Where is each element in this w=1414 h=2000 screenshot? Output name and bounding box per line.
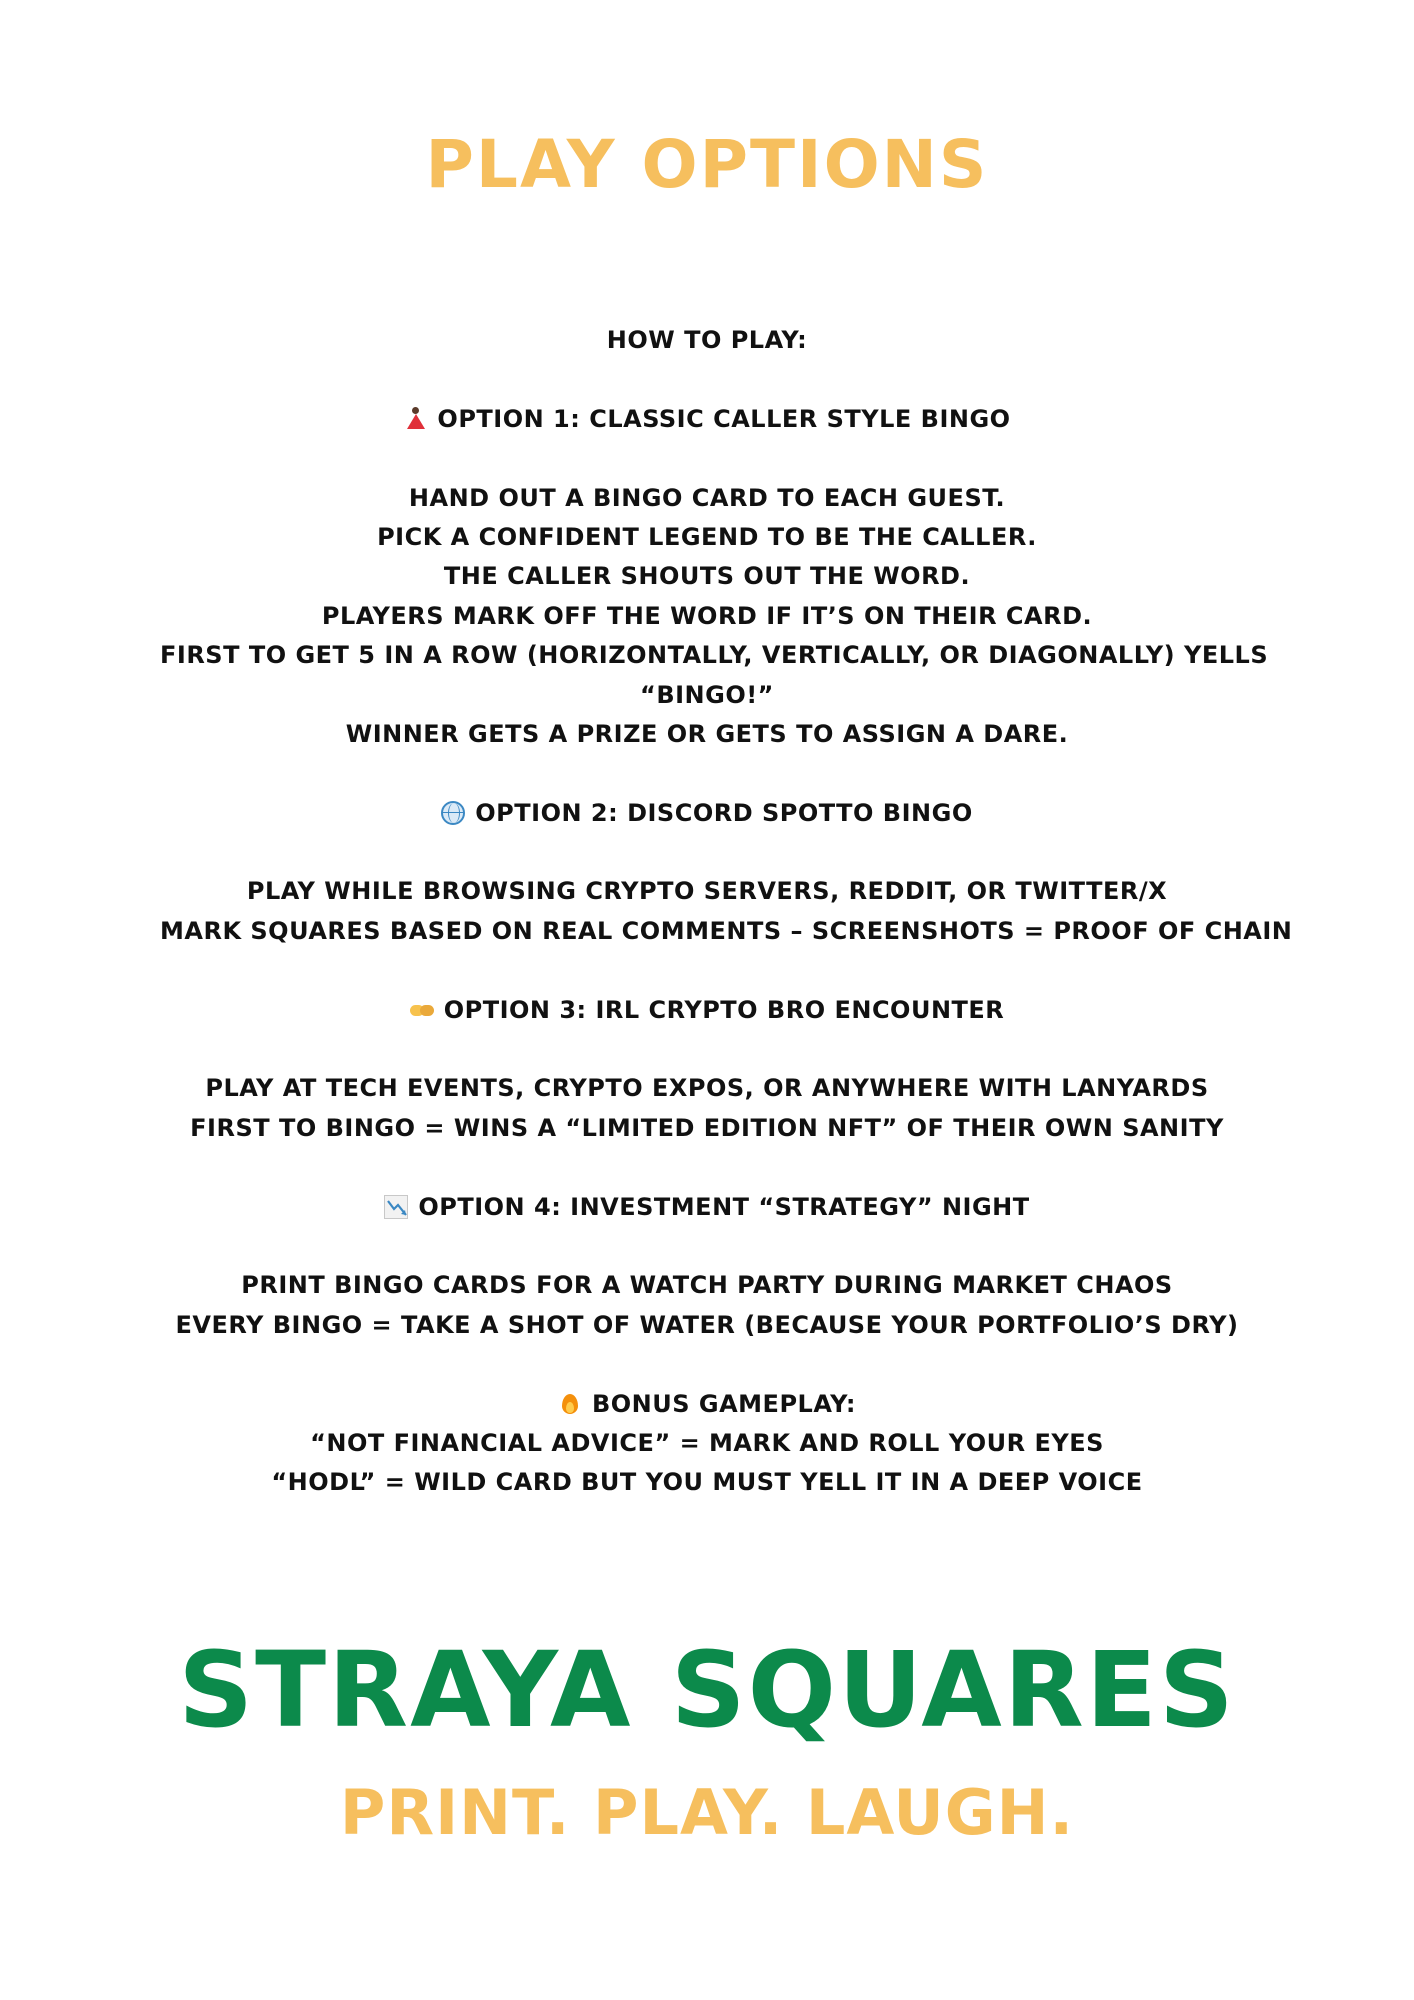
option-4-line: PRINT BINGO CARDS FOR A WATCH PARTY DURING MARKET CHAOS	[241, 1271, 1173, 1300]
option-1-line: HAND OUT A BINGO CARD TO EACH GUEST.	[408, 483, 1006, 512]
bonus-heading-row	[160, 1385, 1254, 1424]
option-1-line: PICK A CONFIDENT LEGEND TO BE THE CALLER.	[377, 522, 1037, 551]
dancer-icon	[403, 407, 427, 431]
option-1-line: THE CALLER SHOUTS OUT THE WORD.	[443, 562, 971, 591]
option-3-heading-row	[160, 991, 1254, 1030]
instructions	[160, 321, 1293, 1503]
option-4-heading-row	[160, 1188, 1254, 1227]
option-3-line: FIRST TO BINGO = WINS A “LIMITED EDITION NFT” OF THEIR OWN SANITY	[190, 1113, 1224, 1142]
brand-name: STRAYA SQUARES	[178, 1629, 1236, 1751]
option-1-heading-row	[160, 400, 1254, 439]
tagline: PRINT. PLAY. LAUGH.	[339, 1776, 1075, 1849]
option-1-heading: OPTION 1: CLASSIC CALLER STYLE BINGO	[437, 404, 1011, 433]
option-2-line: MARK SQUARES BASED ON REAL COMMENTS – SCREENSHOTS = PROOF OF CHAIN	[160, 916, 1293, 945]
option-2-heading: OPTION 2: DISCORD SPOTTO BINGO	[475, 798, 973, 827]
bonus-heading: BONUS GAMEPLAY:	[591, 1389, 856, 1418]
option-2-line: PLAY WHILE BROWSING CRYPTO SERVERS, REDDIT, OR TWITTER/X	[246, 877, 1168, 906]
option-3-line: PLAY AT TECH EVENTS, CRYPTO EXPOS, OR ANYWHERE WITH LANYARDS	[205, 1074, 1209, 1103]
option-2-heading-row	[160, 794, 1254, 833]
option-4-heading: OPTION 4: INVESTMENT “STRATEGY” NIGHT	[418, 1192, 1030, 1221]
option-1-line: PLAYERS MARK OFF THE WORD IF IT’S ON THEIR CARD.	[321, 601, 1093, 630]
fire-icon	[558, 1392, 582, 1416]
option-1-line: “BINGO!”	[640, 680, 774, 709]
option-1-line: WINNER GETS A PRIZE OR GETS TO ASSIGN A DARE.	[345, 719, 1069, 748]
bonus-line: “HODL” = WILD CARD BUT YOU MUST YELL IT IN A DEEP VOICE	[271, 1468, 1143, 1497]
how-to-play-heading: HOW TO PLAY:	[606, 326, 808, 354]
page-title: PLAY OPTIONS	[425, 126, 989, 203]
chart-decreasing-icon	[384, 1195, 408, 1219]
option-4-line: EVERY BINGO = TAKE A SHOT OF WATER (BECAUSE YOUR PORTFOLIO’S DRY)	[175, 1310, 1239, 1339]
handshake-icon	[410, 998, 434, 1022]
option-1-line: FIRST TO GET 5 IN A ROW (HORIZONTALLY, VERTICALLY, OR DIAGONALLY) YELLS	[160, 641, 1269, 670]
globe-icon	[441, 801, 465, 825]
option-3-heading: OPTION 3: IRL CRYPTO BRO ENCOUNTER	[443, 995, 1005, 1024]
bonus-line: “NOT FINANCIAL ADVICE” = MARK AND ROLL YOUR EYES	[310, 1428, 1104, 1457]
